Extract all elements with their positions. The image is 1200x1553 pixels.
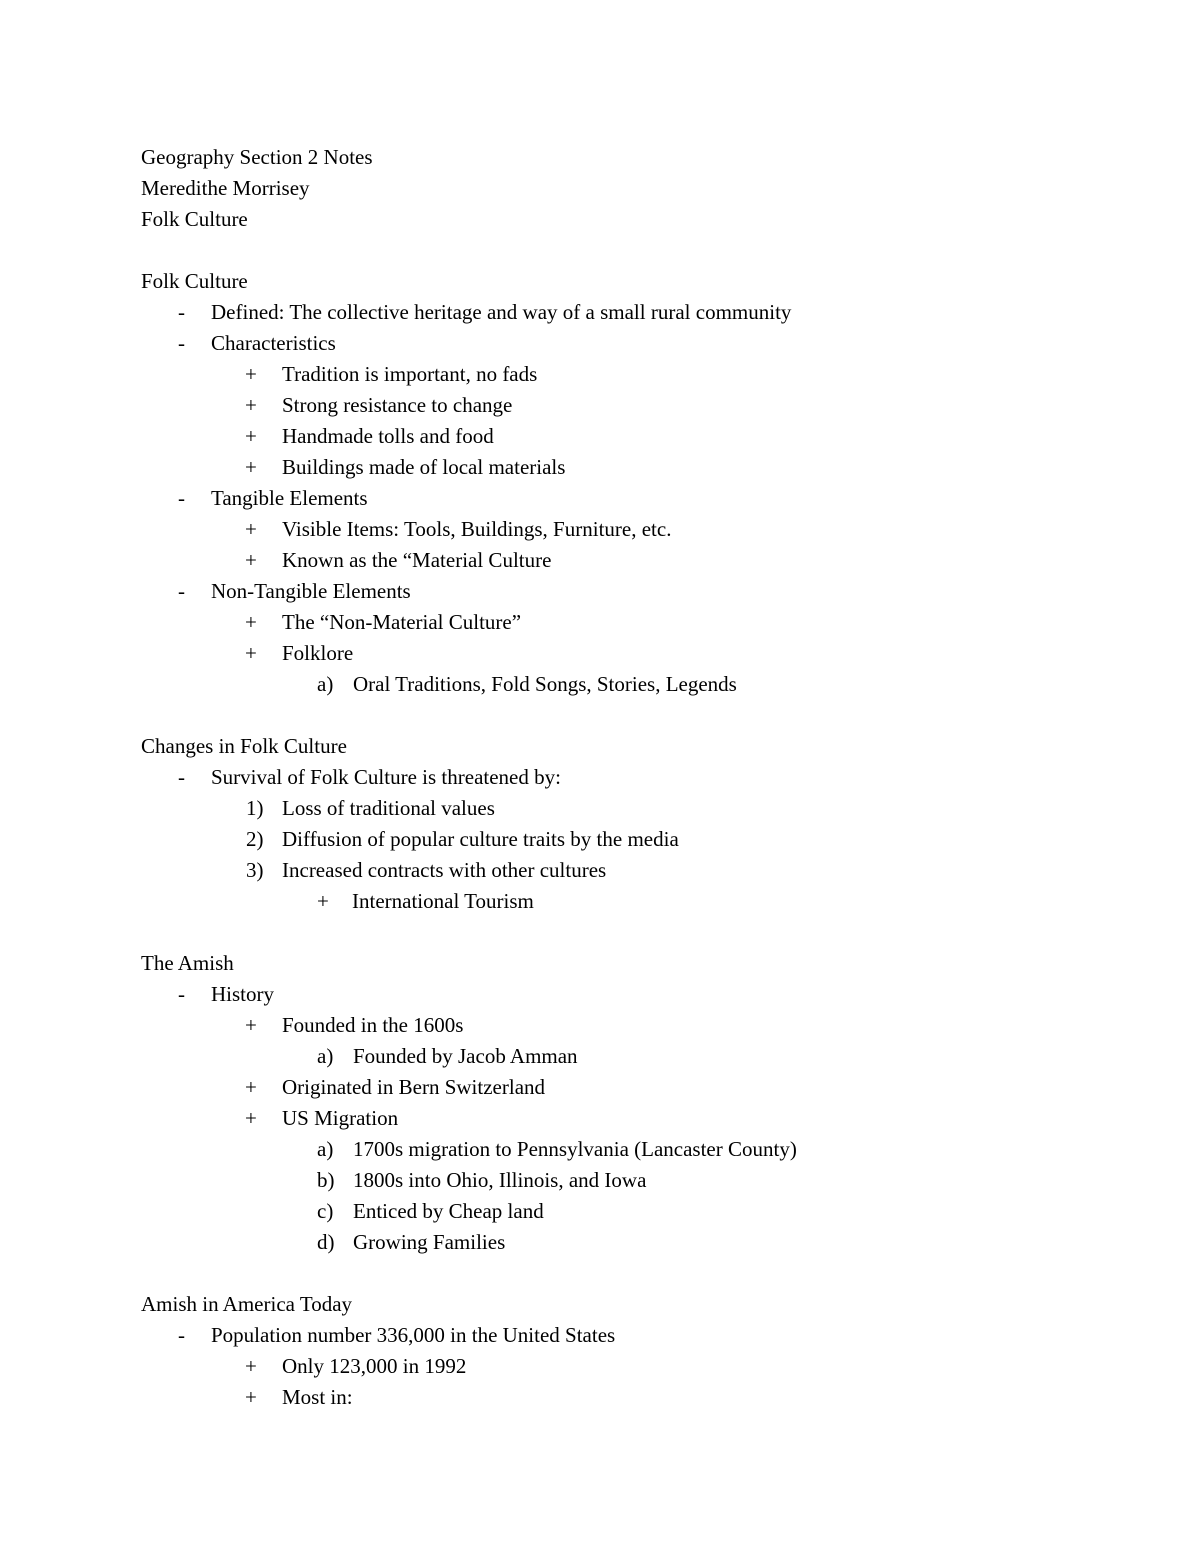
list-marker: + [245, 548, 257, 572]
list-marker: + [245, 393, 257, 417]
list-marker: + [245, 1354, 257, 1378]
list-item: Strong resistance to change [282, 393, 513, 417]
list-marker: + [245, 1106, 257, 1130]
list-marker: a) [317, 672, 334, 696]
list-item: Handmade tolls and food [282, 424, 494, 448]
list-marker: - [178, 579, 185, 603]
list-item: Founded in the 1600s [282, 1013, 464, 1037]
list-marker: - [178, 982, 185, 1006]
list-item: Characteristics [211, 331, 336, 355]
list-item: Population number 336,000 in the United States [211, 1323, 616, 1347]
list-marker: - [178, 765, 185, 789]
section-heading: Changes in Folk Culture [141, 734, 347, 758]
author-name: Meredithe Morrisey [141, 176, 310, 200]
list-item: Buildings made of local materials [282, 455, 566, 479]
list-marker: + [245, 424, 257, 448]
section-heading: Amish in America Today [141, 1292, 353, 1316]
list-marker: + [245, 1013, 257, 1037]
section-heading: The Amish [141, 951, 234, 975]
list-marker: a) [317, 1137, 334, 1161]
list-marker: b) [317, 1168, 335, 1192]
document-title: Geography Section 2 Notes [141, 145, 373, 169]
list-item: Tangible Elements [211, 486, 368, 510]
list-marker: + [317, 889, 329, 913]
list-item: 1700s migration to Pennsylvania (Lancaster County) [353, 1137, 797, 1161]
list-item: Originated in Bern Switzerland [282, 1075, 546, 1099]
list-item: Tradition is important, no fads [282, 362, 538, 386]
section-heading: Folk Culture [141, 269, 248, 293]
list-item: Known as the “Material Culture [282, 548, 552, 572]
list-marker: + [245, 1385, 257, 1409]
list-item: Diffusion of popular culture traits by the media [282, 827, 679, 851]
list-item: The “Non-Material Culture” [282, 610, 522, 634]
list-item: Growing Families [353, 1230, 506, 1254]
list-item: Most in: [282, 1385, 353, 1409]
list-marker: - [178, 486, 185, 510]
list-item: International Tourism [352, 889, 534, 913]
list-item: US Migration [282, 1106, 399, 1130]
list-marker: 2) [246, 827, 264, 851]
list-item: Increased contracts with other cultures [282, 858, 607, 882]
list-marker: + [245, 610, 257, 634]
list-item: Enticed by Cheap land [353, 1199, 544, 1223]
list-item: Oral Traditions, Fold Songs, Stories, Legends [353, 672, 737, 696]
list-item: Visible Items: Tools, Buildings, Furniture, etc. [282, 517, 672, 541]
list-marker: d) [317, 1230, 335, 1254]
list-marker: - [178, 1323, 185, 1347]
list-marker: + [245, 455, 257, 479]
list-marker: + [245, 362, 257, 386]
list-item: Survival of Folk Culture is threatened by: [211, 765, 561, 789]
document-topic: Folk Culture [141, 207, 248, 231]
list-item: Loss of traditional values [282, 796, 495, 820]
list-marker: + [245, 1075, 257, 1099]
list-marker: + [245, 517, 257, 541]
list-marker: 1) [246, 796, 264, 820]
list-item: Folklore [282, 641, 354, 665]
list-item: Defined: The collective heritage and way of a small rural community [211, 300, 792, 324]
list-item: Non-Tangible Elements [211, 579, 411, 603]
list-marker: a) [317, 1044, 334, 1068]
list-item: 1800s into Ohio, Illinois, and Iowa [353, 1168, 647, 1192]
list-item: History [211, 982, 274, 1006]
list-marker: + [245, 641, 257, 665]
list-marker: 3) [246, 858, 264, 882]
list-marker: - [178, 331, 185, 355]
list-item: Founded by Jacob Amman [353, 1044, 578, 1068]
list-marker: - [178, 300, 185, 324]
list-marker: c) [317, 1199, 334, 1223]
list-item: Only 123,000 in 1992 [282, 1354, 467, 1378]
